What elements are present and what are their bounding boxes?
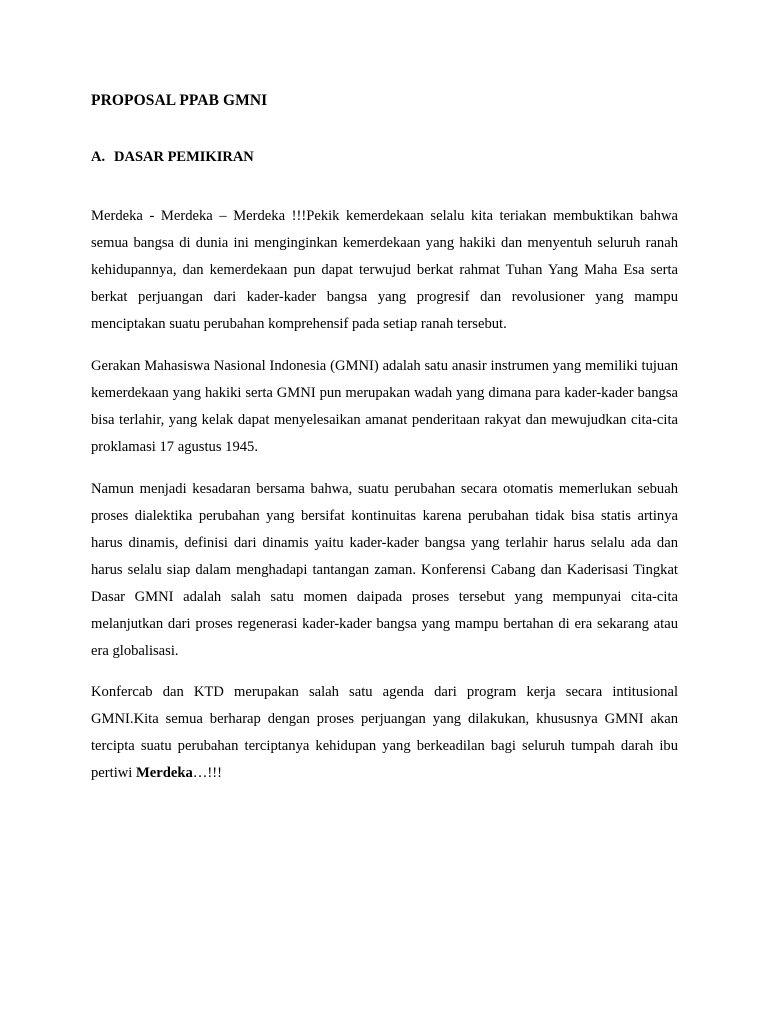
- document-title: PROPOSAL PPAB GMNI: [91, 92, 268, 109]
- paragraph-3: Namun menjadi kesadaran bersama bahwa, suatu perubahan secara otomatis memerlukan sebuah proses dialektika perubahan yang bersifat kontinuitas karena perubahan tidak bisa statis artinya harus dinamis, definisi dari dinamis yaitu kader-kader bangsa yang terlahir harus selalu ada dan harus selalu siap dalam menghadapi tantangan zaman. Konferensi Cabang dan Kaderisasi Tingkat Dasar GMNI adalah salah satu momen daipada proses tersebut yang mempunyai cita-cita melanjutkan dari proses regenerasi kader-kader bangsa yang mampu bertahan di era sekarang atau era globalisasi.: [91, 481, 678, 659]
- paragraph-4-text: Konfercab dan KTD merupakan salah satu agenda dari program kerja secara intitusional GMNI.Kita semua berharap dengan proses perjuangan yang dilakukan, khususnya GMNI akan tercipta suatu perubahan terciptanya kehidupan yang berkeadilan bagi seluruh tumpah darah ibu pertiwi: [91, 684, 678, 781]
- section-number: A.: [91, 149, 106, 165]
- section-heading: [91, 149, 254, 166]
- merdeka-emphasis: Merdeka: [136, 765, 193, 781]
- paragraph-1: Merdeka - Merdeka – Merdeka !!!Pekik kemerdekaan selalu kita teriakan membuktikan bahwa semua bangsa di dunia ini menginginkan kemerdekaan yang hakiki dan menyentuh seluruh ranah kehidupannya, dan kemerdekaan pun dapat terwujud berkat rahmat Tuhan Yang Maha Esa serta berkat perjuangan dari kader-kader bangsa yang progresif dan revolusioner yang mampu menciptakan suatu perubahan komprehensif pada setiap ranah tersebut.: [91, 208, 678, 332]
- paragraph-4-ending: …!!!: [192, 765, 222, 781]
- paragraph-4: [91, 679, 678, 787]
- paragraph-2: Gerakan Mahasiswa Nasional Indonesia (GMNI) adalah satu anasir instrumen yang memiliki tujuan kemerdekaan yang hakiki serta GMNI pun merupakan wadah yang dimana para kader-kader bangsa bisa terlahir, yang kelak dapat menyelesaikan amanat penderitaan rakyat dan mewujudkan cita-cita proklamasi 17 agustus 1945.: [91, 358, 678, 455]
- section-heading-text: DASAR PEMIKIRAN: [114, 149, 254, 165]
